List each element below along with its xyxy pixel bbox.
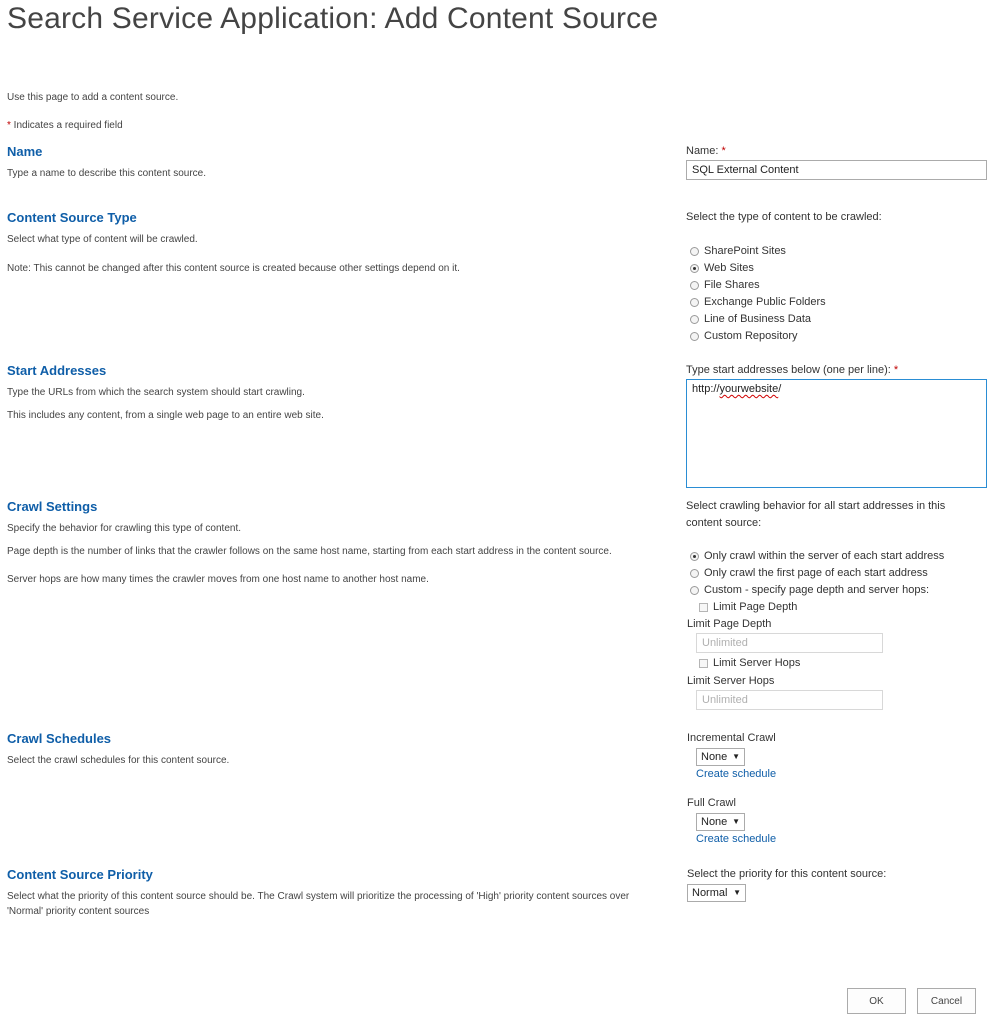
crawl-description-2: Page depth is the number of links that the crawler follows on the same host name, starting from each start address in the content source.: [7, 546, 612, 557]
radio-option-custom-repository[interactable]: [690, 328, 826, 344]
start-description-1: Type the URLs from which the search system should start crawling.: [7, 387, 305, 398]
select-value: None: [701, 751, 728, 763]
section-heading-crawl-settings: Crawl Settings: [7, 499, 98, 514]
radio-option-line-of-business-data[interactable]: [690, 311, 826, 327]
start-label-text: Type start addresses below (one per line):: [686, 364, 894, 376]
limit-server-hops-checkbox-row[interactable]: [699, 655, 800, 671]
radio-button[interactable]: [690, 281, 699, 290]
crawl-description-3: Server hops are how many times the crawler moves from one host name to another host name.: [7, 574, 429, 585]
name-input[interactable]: SQL External Content: [686, 160, 987, 180]
priority-select[interactable]: [687, 884, 746, 902]
radio-button[interactable]: [690, 586, 699, 595]
select-value: Normal: [692, 887, 728, 899]
section-heading-crawl-schedules: Crawl Schedules: [7, 731, 112, 746]
radio-option-file-shares[interactable]: [690, 277, 826, 293]
page-intro: Use this page to add a content source.: [7, 92, 179, 103]
start-field-label: [686, 364, 898, 376]
ok-button[interactable]: OK: [847, 988, 906, 1014]
full-create-schedule-link[interactable]: Create schedule: [696, 833, 777, 845]
radio-label: File Shares: [704, 279, 760, 291]
limit-server-hops-checkbox[interactable]: [699, 659, 708, 668]
radio-label: SharePoint Sites: [704, 245, 786, 257]
radio-button[interactable]: [690, 298, 699, 307]
radio-button[interactable]: [690, 247, 699, 256]
full-crawl-select[interactable]: [696, 813, 745, 831]
start-address-host: yourwebsite: [719, 383, 779, 395]
start-address-prefix: http://: [692, 383, 720, 395]
priority-prompt: Select the priority for this content source:: [687, 868, 887, 880]
select-value: None: [701, 816, 728, 828]
type-prompt: Select the type of content to be crawled:: [686, 211, 882, 223]
radio-button[interactable]: [690, 315, 699, 324]
type-description: Select what type of content will be crawled.: [7, 234, 198, 245]
checkbox-label: Limit Server Hops: [713, 657, 801, 669]
required-note-text: Indicates a required field: [10, 120, 123, 131]
radio-label: Exchange Public Folders: [704, 296, 826, 308]
radio-label: Custom - specify page depth and server hops:: [704, 584, 930, 596]
crawl-behavior-radio-group: [690, 548, 944, 598]
chevron-down-icon: ▼: [732, 752, 740, 761]
name-required-star: *: [721, 145, 726, 157]
section-heading-content-source-type: Content Source Type: [7, 210, 137, 225]
required-star: *: [7, 120, 11, 131]
cancel-button[interactable]: Cancel: [917, 988, 976, 1014]
name-label-text: Name:: [686, 145, 722, 157]
crawl-description-1: Specify the behavior for crawling this type of content.: [7, 523, 242, 534]
section-heading-content-source-priority: Content Source Priority: [7, 867, 153, 882]
limit-page-depth-label: Limit Page Depth: [687, 618, 772, 630]
schedule-description: Select the crawl schedules for this content source.: [7, 755, 230, 766]
start-addresses-textarea[interactable]: [686, 379, 987, 488]
name-description: Type a name to describe this content source.: [7, 168, 206, 179]
radio-label: Custom Repository: [704, 330, 798, 342]
radio-option-crawl-within-server[interactable]: [690, 548, 944, 564]
radio-option-custom-crawl[interactable]: [690, 582, 944, 598]
radio-option-sharepoint-sites[interactable]: [690, 243, 826, 259]
radio-option-web-sites[interactable]: [690, 260, 826, 276]
name-field-label: [686, 145, 726, 157]
content-type-radio-group: [690, 243, 826, 344]
incremental-crawl-select[interactable]: [696, 748, 745, 766]
incremental-create-schedule-link[interactable]: Create schedule: [696, 768, 777, 780]
crawl-prompt-line-1: Select crawling behavior for all start addresses in this: [686, 500, 946, 512]
radio-button-selected[interactable]: [690, 552, 699, 561]
chevron-down-icon: ▼: [732, 817, 740, 826]
start-address-suffix: /: [778, 383, 782, 395]
start-required-star: *: [893, 364, 899, 376]
radio-label: Only crawl the first page of each start address: [704, 567, 928, 579]
radio-button[interactable]: [690, 332, 699, 341]
limit-page-depth-input[interactable]: Unlimited: [696, 633, 883, 653]
page-title: Search Service Application: Add Content Source: [7, 2, 659, 35]
radio-option-exchange-public-folders[interactable]: [690, 294, 826, 310]
radio-button-selected[interactable]: [690, 264, 699, 273]
priority-description-line-1: Select what the priority of this content source should be. The Crawl system will prioritize the processing of 'High' priority content sources over: [7, 891, 630, 902]
radio-label: Only crawl within the server of each start address: [704, 550, 945, 562]
radio-label: Web Sites: [704, 262, 754, 274]
limit-page-depth-checkbox-row[interactable]: [699, 599, 797, 615]
limit-server-hops-input[interactable]: Unlimited: [696, 690, 883, 710]
chevron-down-icon: ▼: [733, 888, 741, 897]
incremental-crawl-label: Incremental Crawl: [687, 732, 776, 744]
checkbox-label: Limit Page Depth: [713, 601, 798, 613]
section-heading-name: Name: [7, 144, 43, 159]
radio-option-crawl-first-page[interactable]: [690, 565, 944, 581]
limit-server-hops-label: Limit Server Hops: [687, 675, 775, 687]
priority-description-line-2: 'Normal' priority content sources: [7, 906, 150, 917]
radio-label: Line of Business Data: [704, 313, 812, 325]
limit-page-depth-checkbox[interactable]: [699, 603, 708, 612]
type-note: Note: This cannot be changed after this content source is created because other settings depend on it.: [7, 263, 460, 274]
crawl-prompt-line-2: content source:: [686, 517, 762, 529]
radio-button[interactable]: [690, 569, 699, 578]
start-description-2: This includes any content, from a single web page to an entire web site.: [7, 410, 324, 421]
full-crawl-label: Full Crawl: [687, 797, 736, 809]
required-note: [7, 120, 123, 131]
section-heading-start-addresses: Start Addresses: [7, 363, 107, 378]
